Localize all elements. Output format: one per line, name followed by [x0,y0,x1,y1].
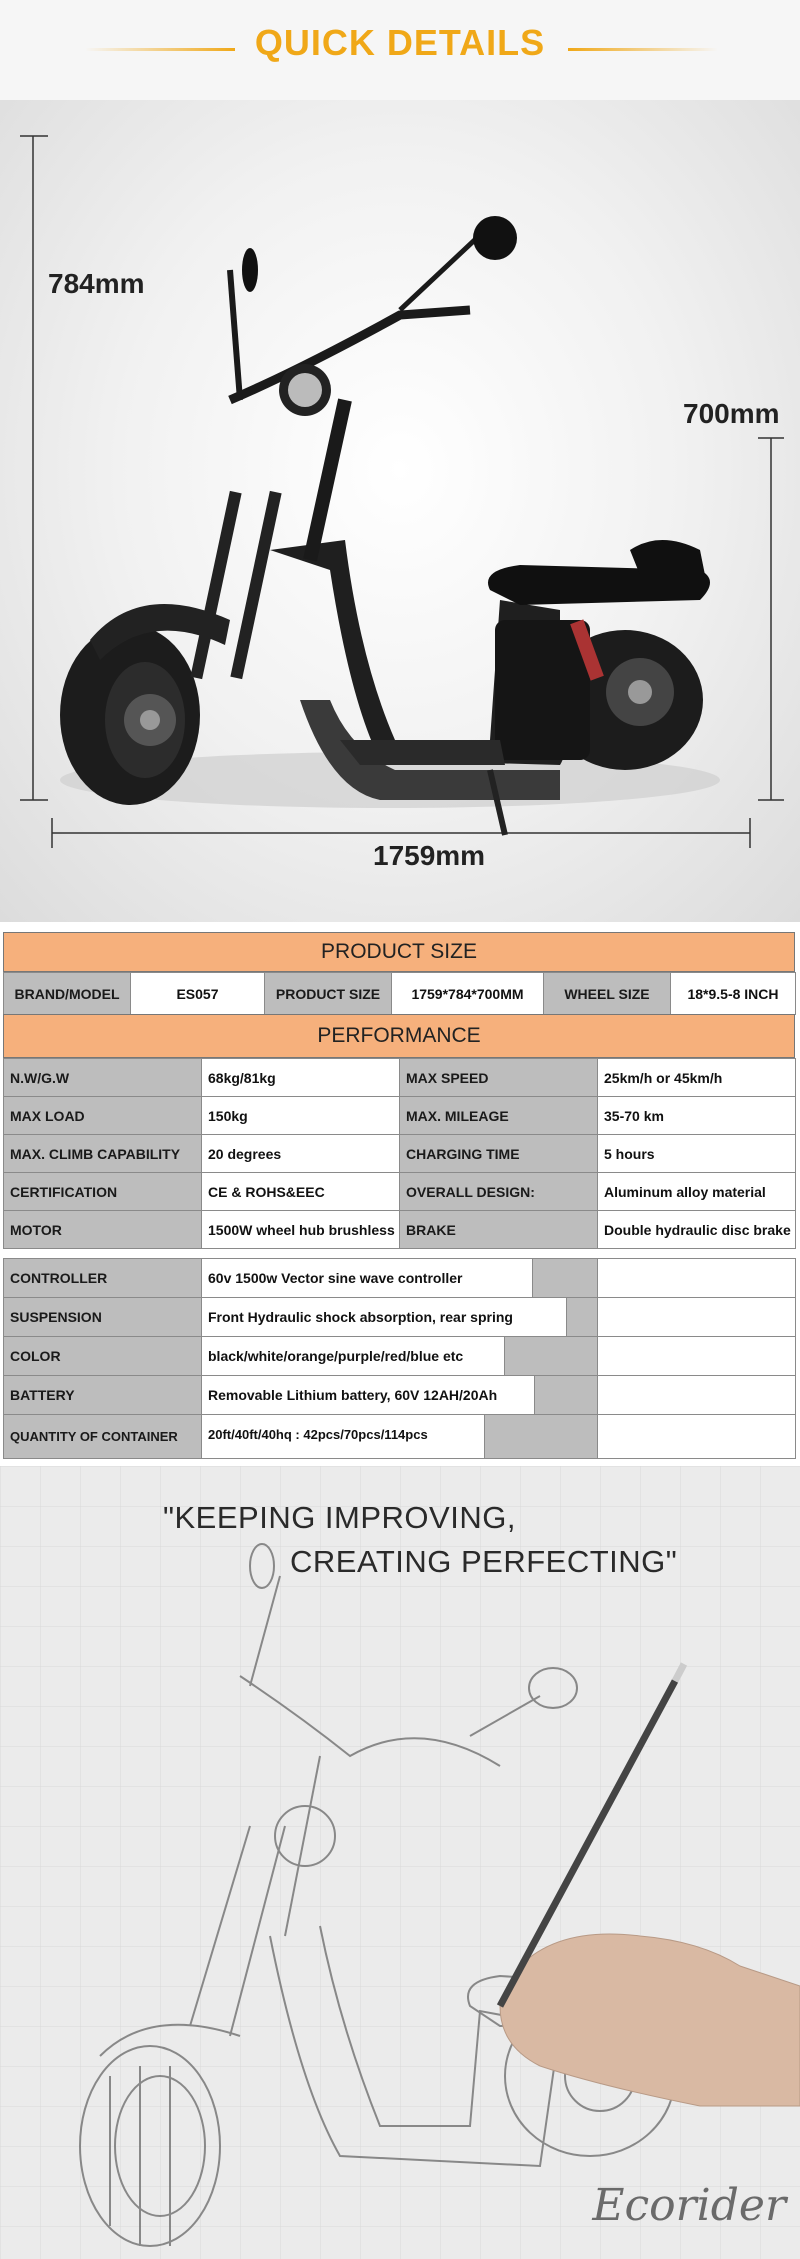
sketch-section [0,1466,800,2259]
quick-details-title: QUICK DETAILS [254,22,546,63]
motor-label: MOTOR [4,1211,202,1249]
color-label: COLOR [4,1337,202,1376]
brand-model-label: BRAND/MODEL [4,973,131,1015]
product-size-value: 1759*784*700MM [392,973,544,1015]
certification-label: CERTIFICATION [4,1173,202,1211]
nw-gw-label: N.W/G.W [4,1059,202,1097]
max-mileage-value: 35-70 km [598,1097,796,1135]
scooter-sketch [0,1466,800,2259]
charging-time-label: CHARGING TIME [400,1135,598,1173]
scooter-illustration [0,100,800,922]
table-row [4,1337,796,1376]
table-row [4,1259,796,1298]
quantity-container-value: 20ft/40ft/40hq : 42pcs/70pcs/114pcs [202,1415,598,1459]
overall-design-label: OVERALL DESIGN: [400,1173,598,1211]
empty-cell [598,1376,796,1415]
brake-label: BRAKE [400,1211,598,1249]
max-load-value: 150kg [202,1097,400,1135]
max-mileage-label: MAX. MILEAGE [400,1097,598,1135]
overall-design-value: Aluminum alloy material [598,1173,796,1211]
empty-cell [598,1415,796,1459]
performance-table [3,1058,796,1249]
charging-time-value: 5 hours [598,1135,796,1173]
quick-details-header [0,0,800,100]
table-row [4,1415,796,1459]
battery-label: BATTERY [4,1376,202,1415]
product-size-header: PRODUCT SIZE [3,932,795,972]
table-row [4,1059,796,1097]
performance-header: PERFORMANCE [3,1014,795,1058]
performance-wide-table [3,1258,796,1459]
table-row [4,1211,796,1249]
suspension-value: Front Hydraulic shock absorption, rear spring [202,1298,598,1337]
max-speed-label: MAX SPEED [400,1059,598,1097]
table-row [4,1135,796,1173]
controller-value: 60v 1500w Vector sine wave controller [202,1259,598,1298]
motor-value: 1500W wheel hub brushless [202,1211,400,1249]
empty-cell [598,1298,796,1337]
table-row [4,1097,796,1135]
empty-cell [598,1259,796,1298]
max-climb-value: 20 degrees [202,1135,400,1173]
max-climb-label: MAX. CLIMB CAPABILITY [4,1135,202,1173]
brand-model-value: ES057 [131,973,265,1015]
controller-label: CONTROLLER [4,1259,202,1298]
max-load-label: MAX LOAD [4,1097,202,1135]
seat-height-label: 700mm [683,398,780,429]
product-size-label: PRODUCT SIZE [265,973,392,1015]
nw-gw-value: 68kg/81kg [202,1059,400,1097]
wheel-size-value: 18*9.5-8 INCH [671,973,796,1015]
length-label: 1759mm [373,840,486,871]
empty-cell [598,1337,796,1376]
max-speed-value: 25km/h or 45km/h [598,1059,796,1097]
table-row [4,1298,796,1337]
product-photo [0,100,800,922]
color-value: black/white/orange/purple/red/blue etc [202,1337,598,1376]
table-row [4,1376,796,1415]
header-line-right [568,48,718,51]
quantity-container-label: QUANTITY OF CONTAINER [4,1415,202,1459]
table-row [4,973,796,1015]
slogan-line-2: CREATING PERFECTING" [290,1544,678,1579]
certification-value: CE & ROHS&EEC [202,1173,400,1211]
suspension-label: SUSPENSION [4,1298,202,1337]
slogan-line-1: "KEEPING IMPROVING, [163,1500,516,1535]
height-label: 784mm [48,268,145,299]
brake-value: Double hydraulic disc brake [598,1211,796,1249]
brand-logo: Ecorider [592,2180,786,2231]
product-size-table [3,972,796,1015]
wheel-size-label: WHEEL SIZE [544,973,671,1015]
table-row [4,1173,796,1211]
battery-value: Removable Lithium battery, 60V 12AH/20Ah [202,1376,598,1415]
